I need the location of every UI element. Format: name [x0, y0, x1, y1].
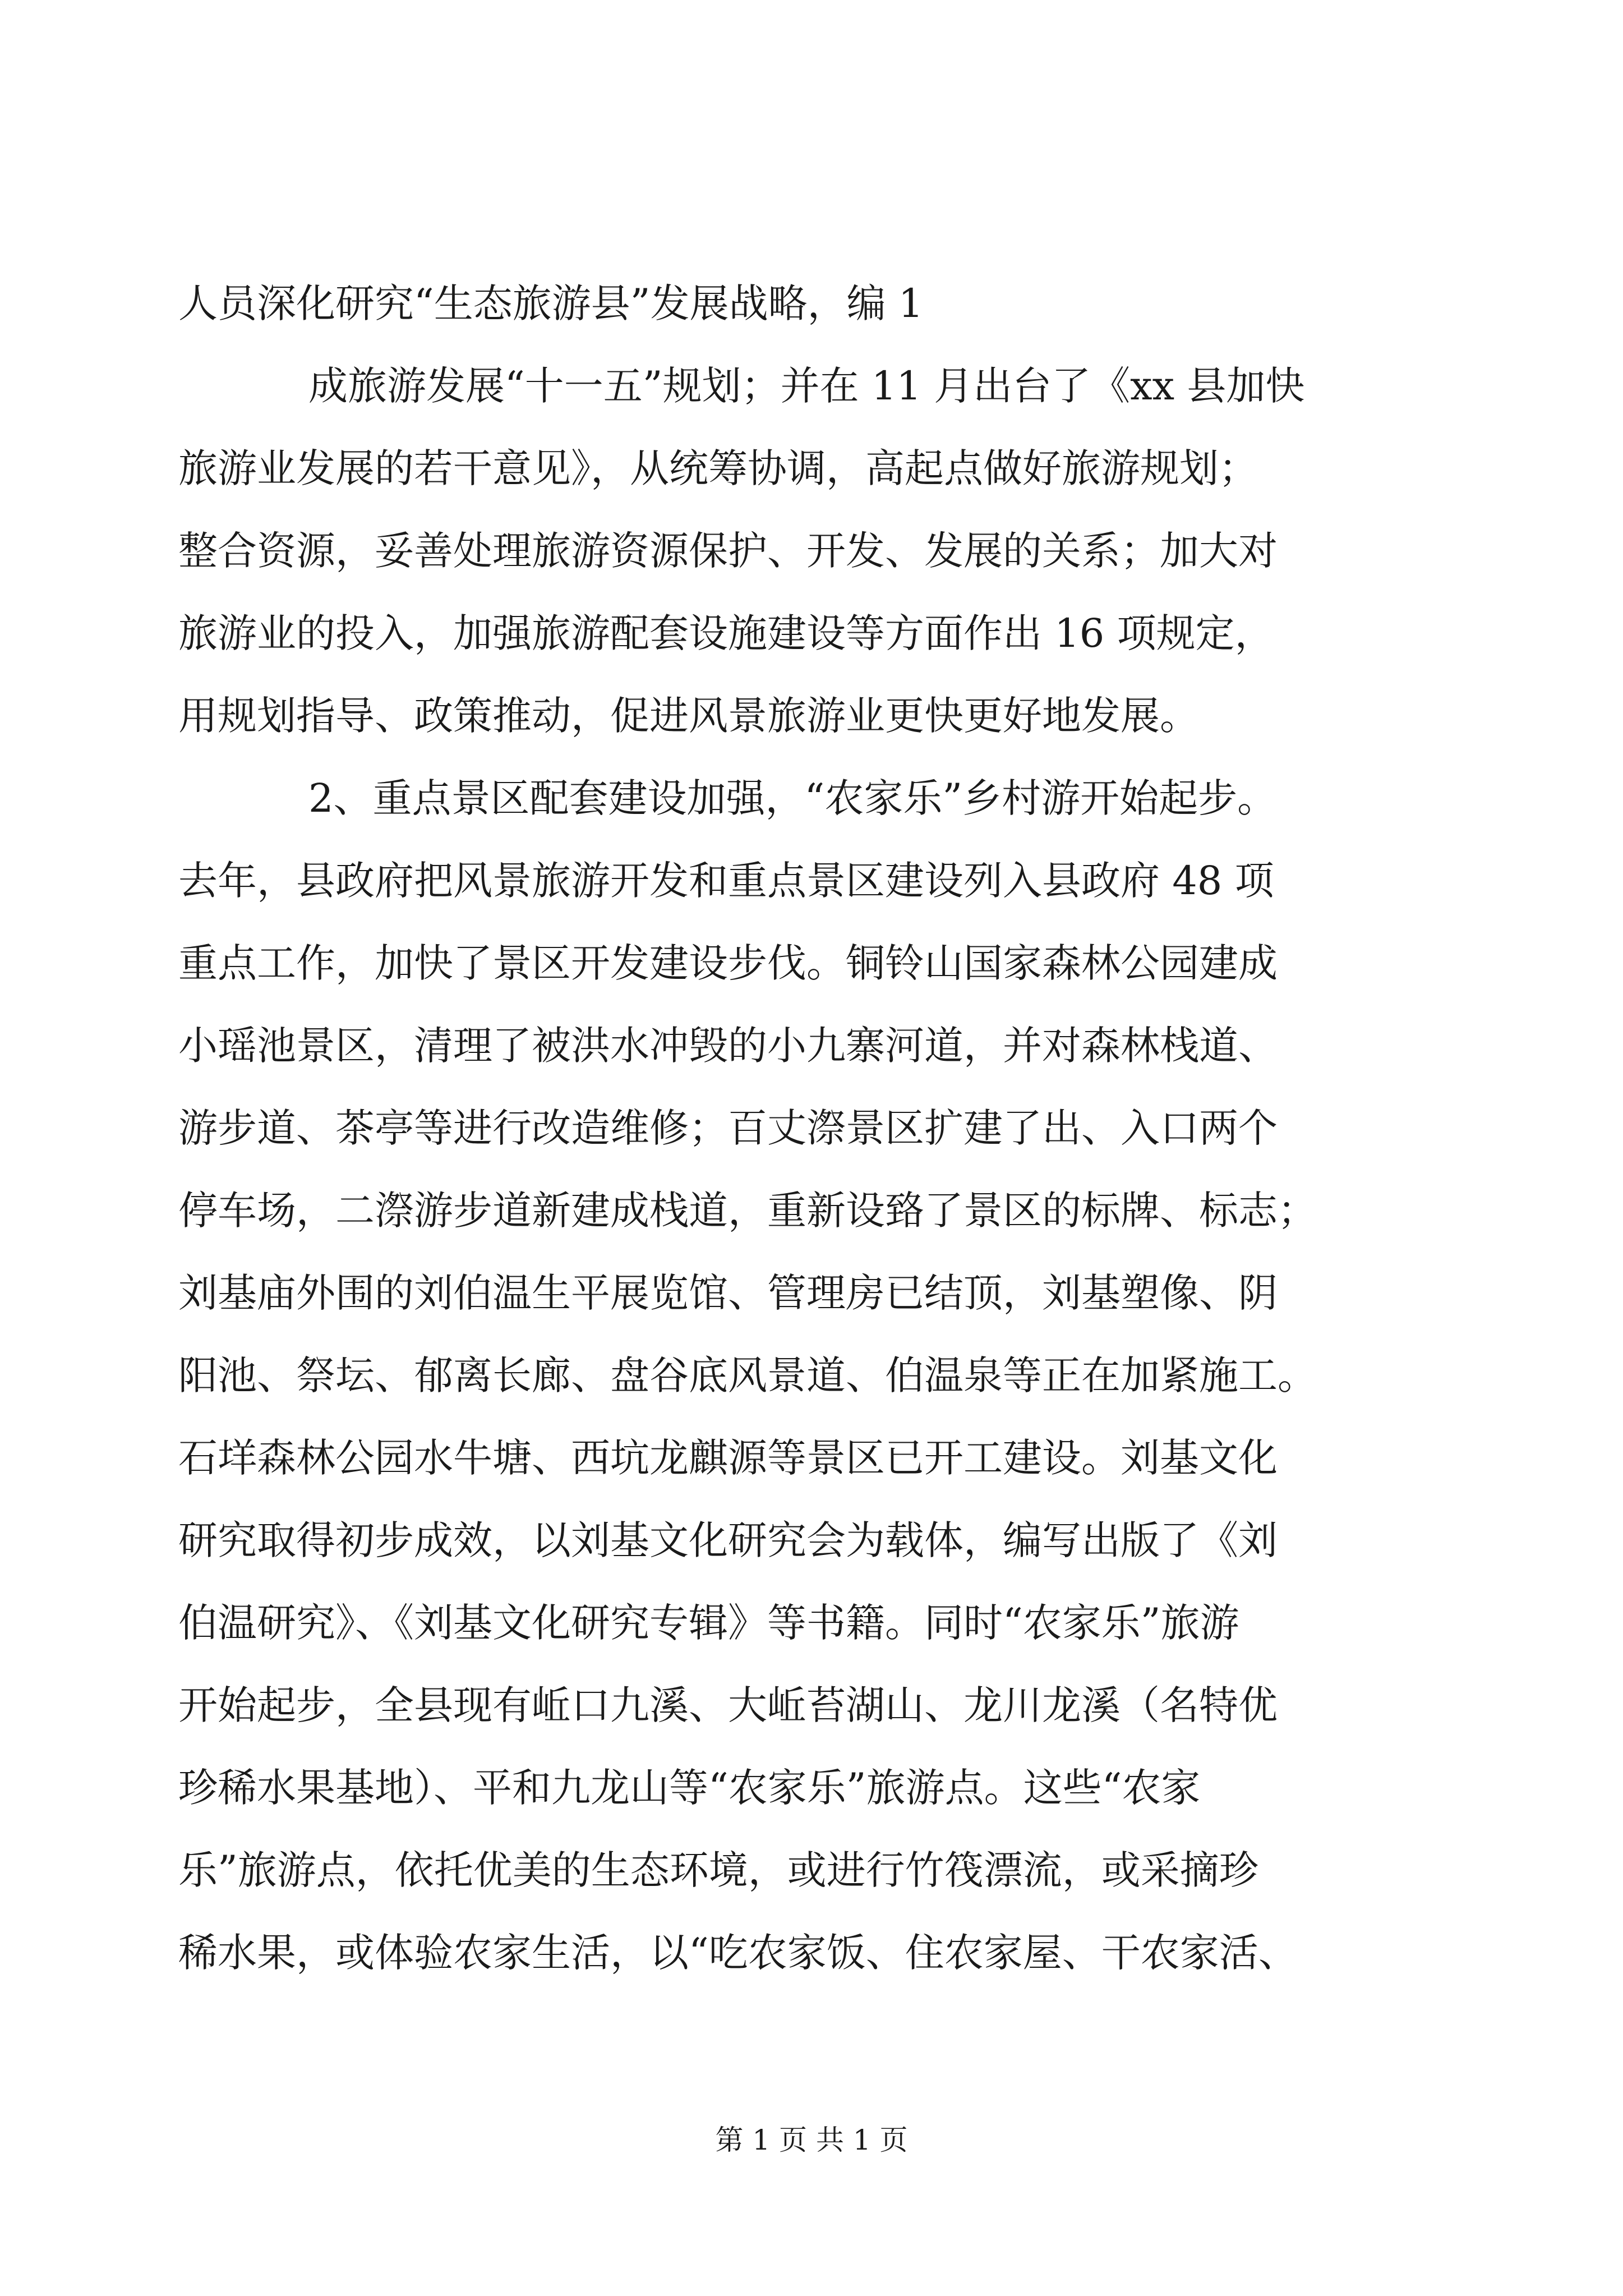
paragraph-line: 整合资源，妥善处理旅游资源保护、开发、发展的关系；加大对: [178, 528, 1278, 574]
paragraph-line: 去年，县政府把风景旅游开发和重点景区建设列入县政府 48 项: [178, 858, 1274, 904]
text-line-0: 人员深化研究“生态旅游县”发展战略，编 1: [178, 280, 924, 326]
paragraph-line: 游步道、茶亭等进行改造维修；百丈漈景区扩建了出、入口两个: [178, 1105, 1278, 1151]
page-footer: 第 1 页 共 1 页: [715, 2124, 908, 2156]
paragraph-line: 珍稀水果基地）、平和九龙山等“农家乐”旅游点。这些“农家: [178, 1765, 1201, 1811]
paragraph-line: 用规划指导、政策推动，促进风景旅游业更快更好地发展。: [178, 693, 1199, 739]
paragraph-line: 重点工作，加快了景区开发建设步伐。铜铃山国家森林公园建成: [178, 940, 1278, 986]
paragraph-line: 2、重点景区配套建设加强，“农家乐”乡村游开始起步。: [308, 775, 1277, 821]
paragraph-line: 开始起步，全县现有岴口九溪、大岴苔湖山、龙川龙溪（名特优: [178, 1682, 1278, 1728]
paragraph-line: 小瑶池景区，清理了被洪水冲毁的小九寨河道，并对森林栈道、: [178, 1023, 1278, 1069]
paragraph-line: 旅游业的投入，加强旅游配套设施建设等方面作出 16 项规定，: [178, 610, 1274, 656]
paragraph-line: 成旅游发展“十一五”规划；并在 11 月出台了《xx 县加快: [308, 363, 1305, 409]
paragraph-1: [178, 345, 1429, 757]
paragraph-line: 石垟森林公园水牛塘、西坑龙麒源等景区已开工建设。刘基文化: [178, 1435, 1278, 1481]
paragraph-line: 稀水果，或体验农家生活，以“吃农家饭、住农家屋、干农家活、: [178, 1930, 1298, 1976]
paragraph-2: [178, 757, 1429, 1994]
paragraph-line: 旅游业发展的若干意见》，从统筹协调，高起点做好旅游规划；: [178, 445, 1258, 491]
paragraph-line: 乐”旅游点，依托优美的生态环境，或进行竹筏漂流，或采摘珍: [178, 1847, 1258, 1893]
paragraph-line: 伯温研究》、《刘基文化研究专辑》等书籍。同时“农家乐”旅游: [178, 1600, 1239, 1646]
paragraph-line: 停车场，二漈游步道新建成栈道，重新设臵了景区的标牌、标志；: [178, 1188, 1317, 1234]
paragraph-line: 阳池、祭坛、郁离长廊、盘谷底风景道、伯温泉等正在加紧施工。: [178, 1352, 1317, 1398]
paragraph-line: 刘基庙外围的刘伯温生平展览馆、管理房已结顶，刘基塑像、阴: [178, 1270, 1278, 1316]
paragraph-line: 研究取得初步成效，以刘基文化研究会为载体，编写出版了《刘: [178, 1517, 1278, 1563]
